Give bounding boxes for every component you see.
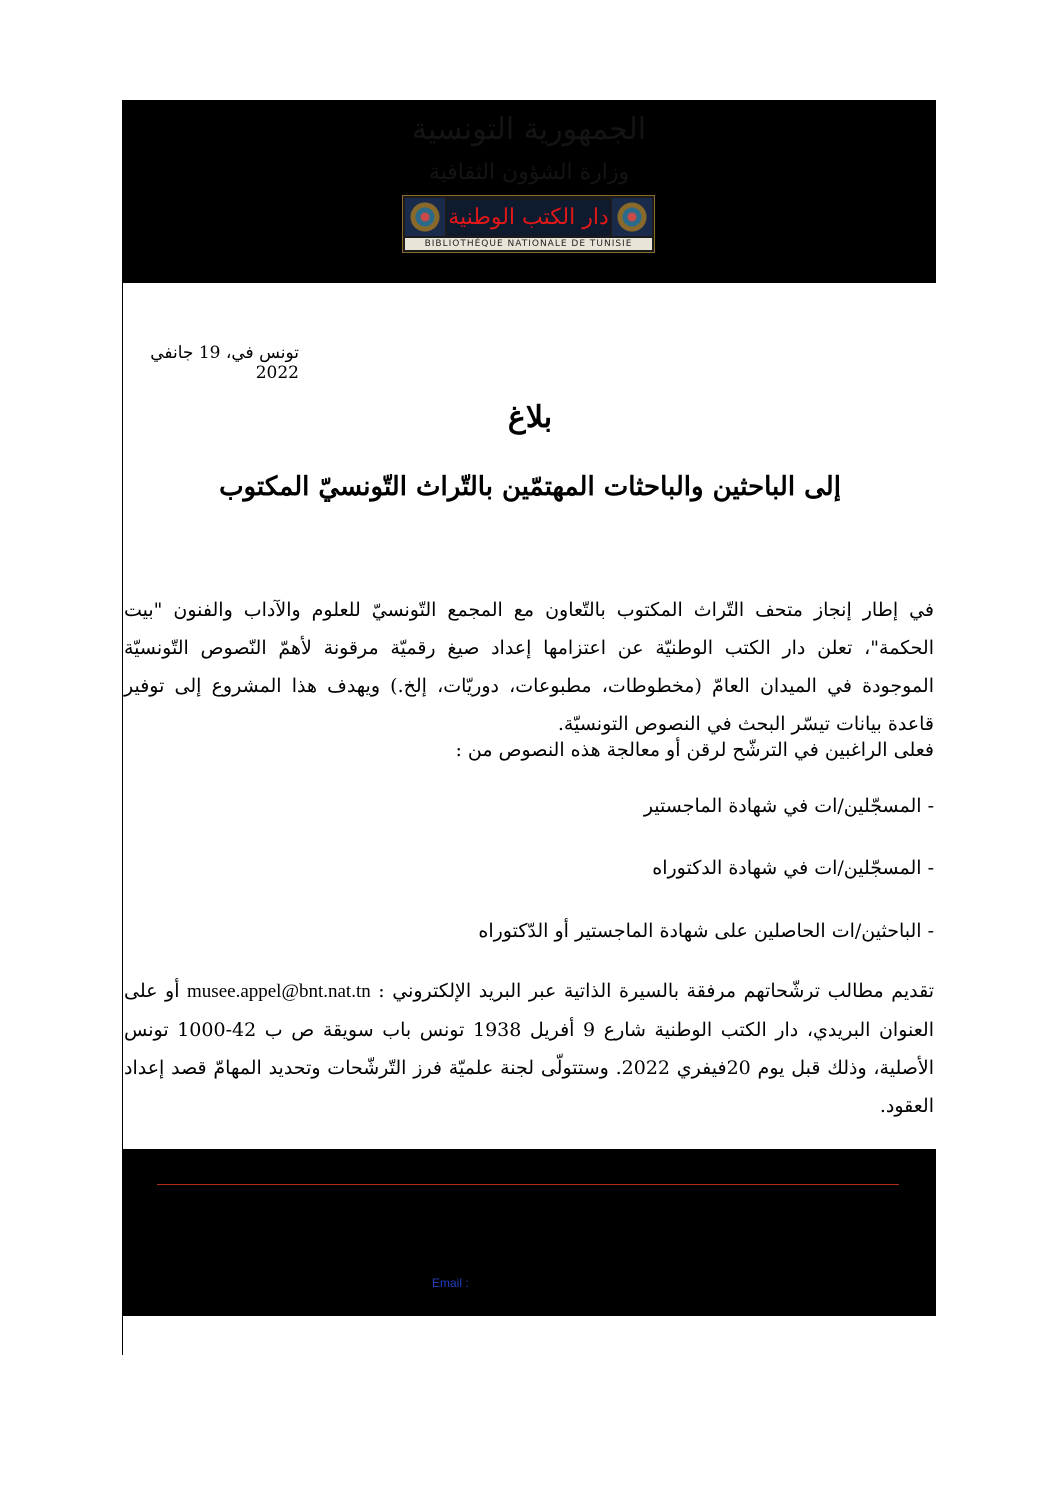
list-item: - المسجّلين/ات في شهادة الدكتوراه	[652, 857, 934, 879]
submission-text-continued: أو على العنوان البريدي، دار الكتب الوطنية شارع 9 أفريل 1938 تونس باب سويقة ص ب 42-1000 تونس الأصلية، وذلك قبل يوم 20فيفري 2022. وستتولّى لجنة علميّة فرز التّرشّحات وتحديد المهامّ قصد إعداد العقود.	[124, 980, 935, 1117]
letterhead-republic: الجمهورية التونسية	[411, 112, 647, 147]
email-link[interactable]: musee.appel@bnt.nat.tn	[187, 981, 371, 1002]
document-subtitle: إلى الباحثين والباحثات المهتمّين بالتّراث التّونسيّ المكتوب	[219, 472, 841, 502]
footer-email-label: Email :	[432, 1276, 469, 1290]
logo-subtitle: BIBLIOTHÈQUE NATIONALE DE TUNISIE	[405, 238, 652, 250]
paragraph-submission	[124, 972, 934, 1125]
letterhead-ministry: وزارة الشؤون الثقافية	[428, 160, 630, 185]
footer	[122, 1149, 936, 1316]
ornament-icon	[405, 198, 445, 236]
submission-text: تقديم مطالب ترشّحاتهم مرفقة بالسيرة الذاتية عبر البريد الإلكتروني :	[370, 980, 934, 1002]
list-item: - المسجّلين/ات في شهادة الماجستير	[643, 795, 934, 817]
paragraph-intro: في إطار إنجاز متحف التّراث المكتوب بالتّعاون مع المجمع التّونسيّ للعلوم والآداب والفنون "بيت الحكمة"، تعلن دار الكتب الوطنيّة عن اعتزامها إعداد صيغ رقميّة مرقونة لأهمّ النّصوص التّونسيّة الموجودة في الميدان العامّ (مخطوطات، مطبوعات، دوريّات، إلخ.) ويهدف هذا المشروع إلى توفير قاعدة بيانات تيسّر البحث في النصوص التونسيّة.	[124, 599, 935, 735]
list-item: - الباحثين/ات الحاصلين على شهادة الماجستير أو الدّكتوراه	[478, 920, 934, 942]
document-date: تونس في، 19 جانفي 2022	[150, 343, 299, 383]
ornament-icon	[612, 198, 652, 236]
library-logo	[402, 195, 655, 253]
document-title: بلاغ	[507, 400, 553, 435]
paragraph-eligibility: فعلى الراغبين في الترشّح لرقن أو معالجة هذه النصوص من :	[455, 739, 934, 761]
logo-title: دار الكتب الوطنية	[447, 200, 610, 236]
footer-divider	[157, 1184, 899, 1185]
